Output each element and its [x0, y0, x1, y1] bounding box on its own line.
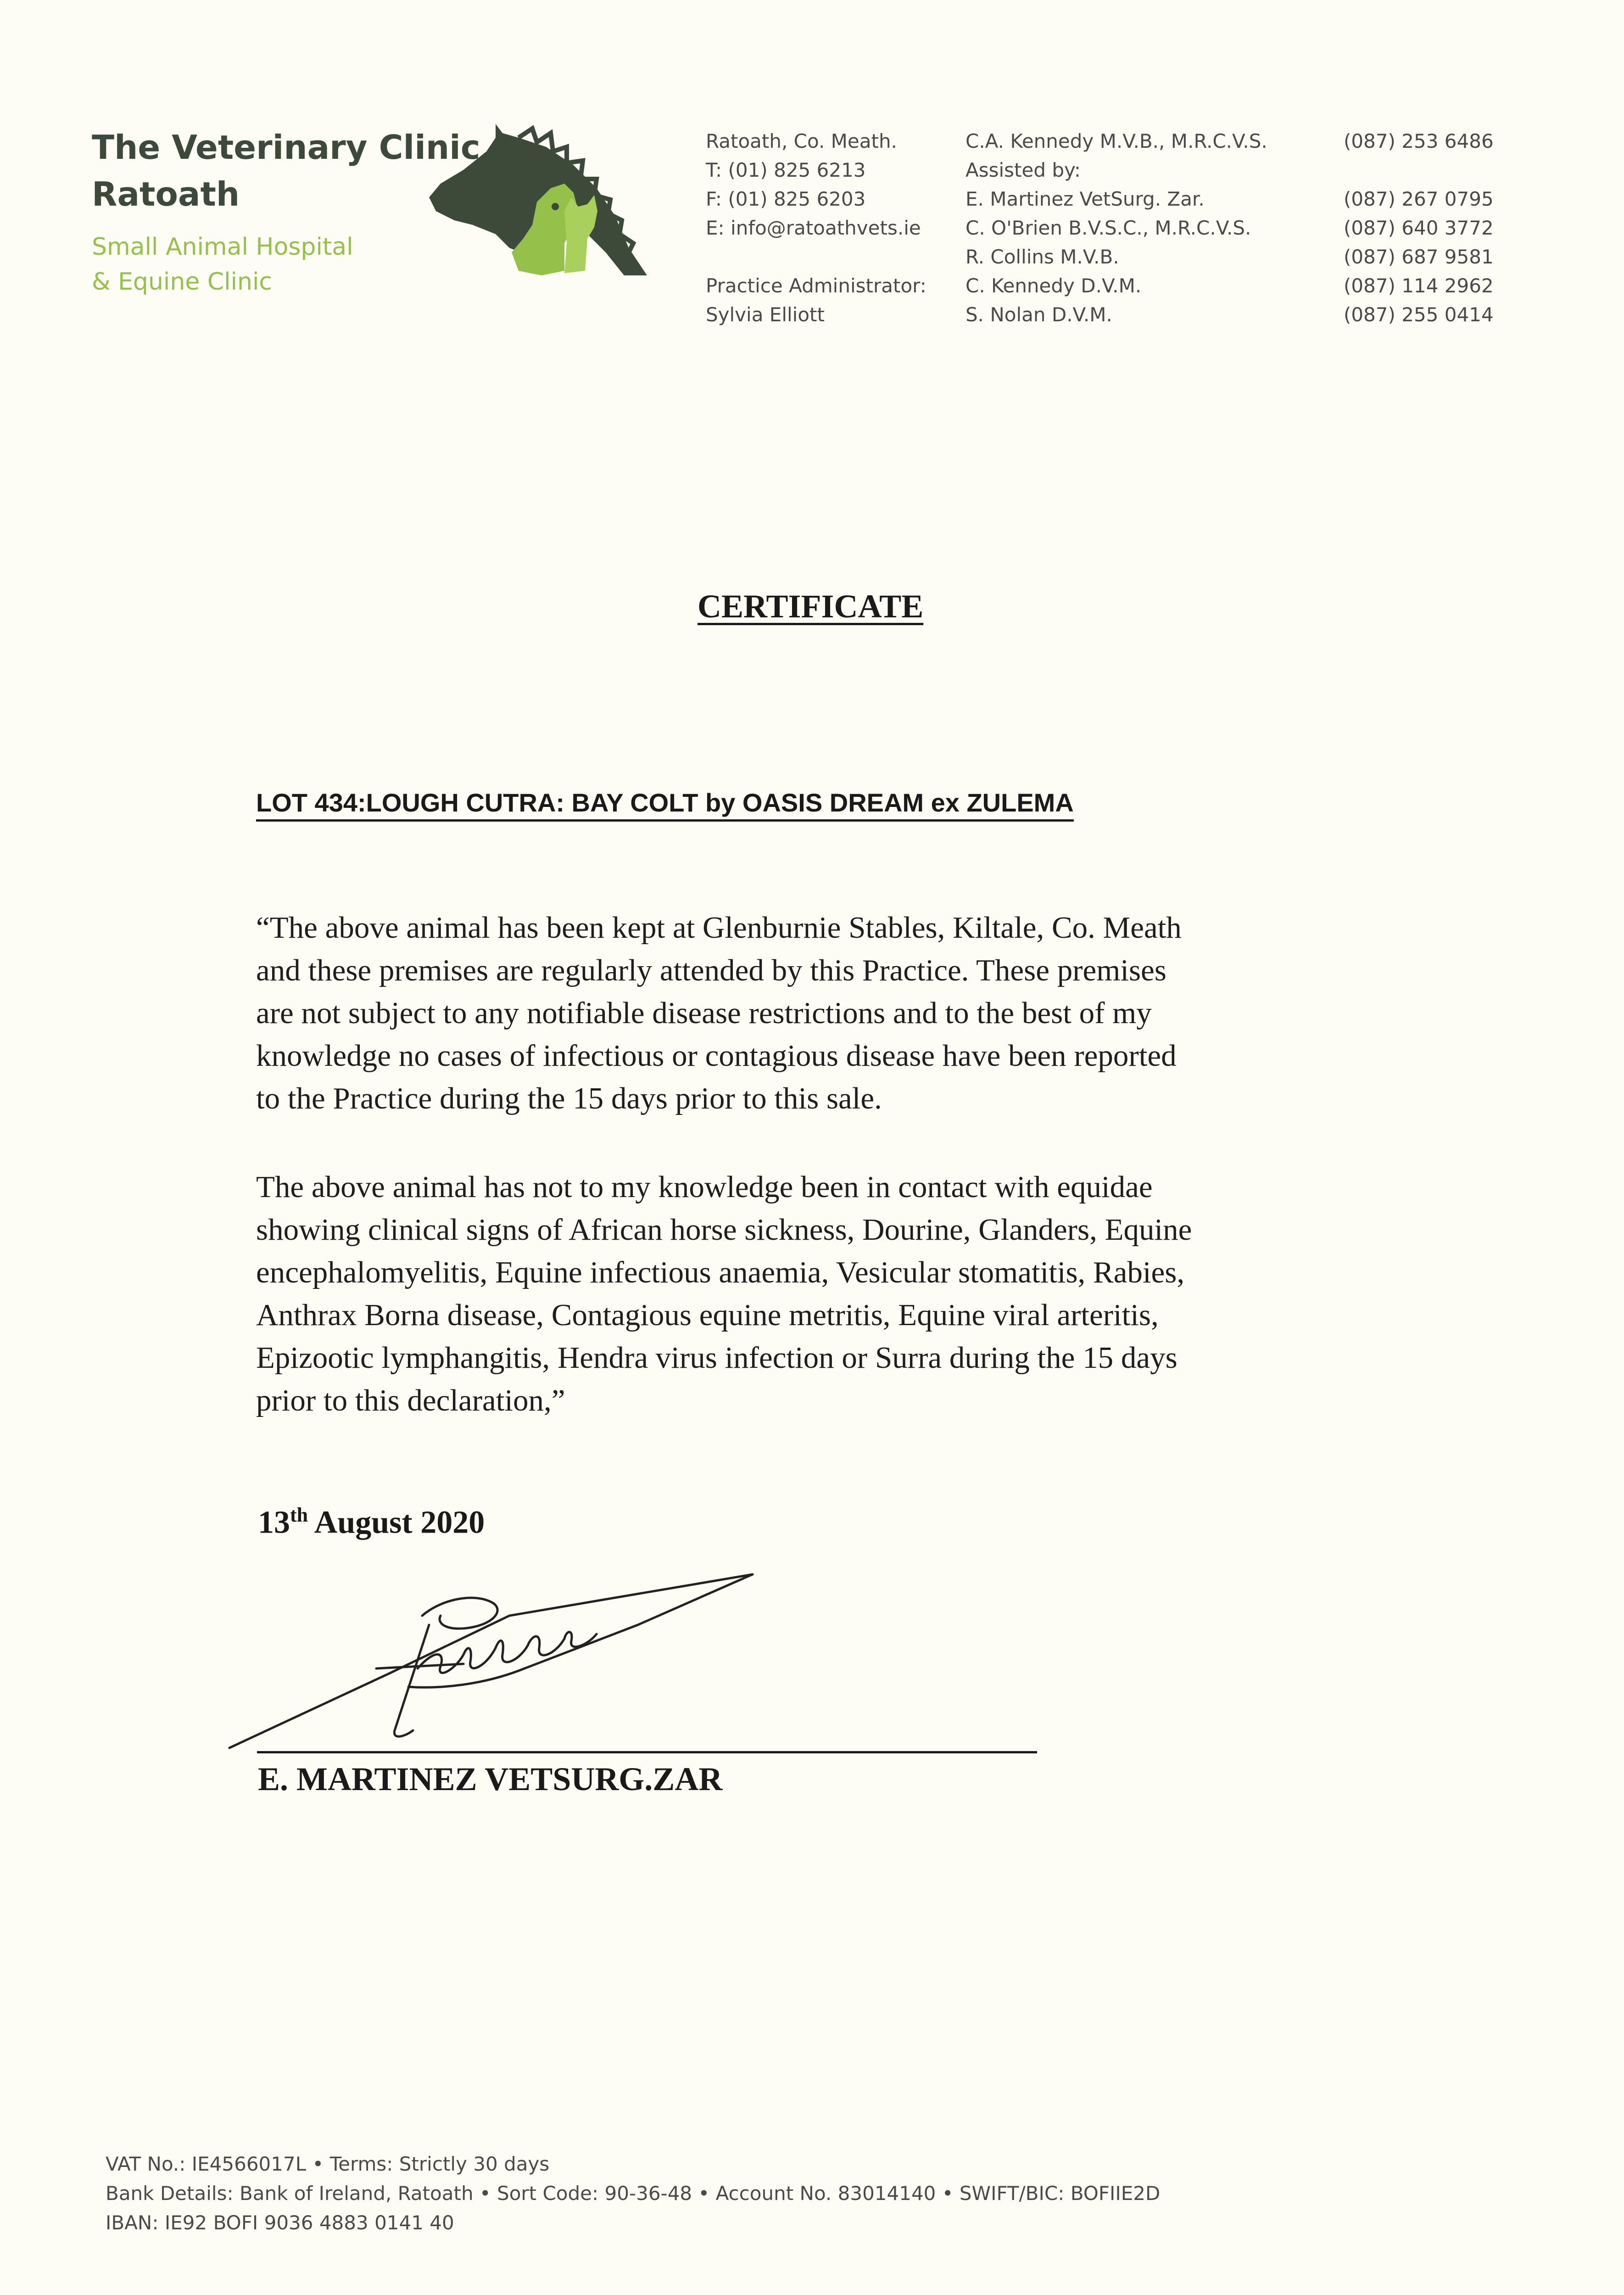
phone-item: (087) 253 6486	[1344, 130, 1494, 152]
clinic-subtitle-line2: & Equine Clinic	[92, 268, 273, 296]
phone-spacer	[1344, 156, 1494, 185]
signature-line	[257, 1751, 1037, 1753]
clinic-subtitle	[92, 230, 353, 299]
phone-item: (087) 114 2962	[1344, 274, 1494, 297]
vet-item: C. Kennedy D.V.M.	[965, 274, 1142, 297]
vet-principal: C.A. Kennedy M.V.B., M.R.C.V.S.	[965, 130, 1267, 152]
signer-name: E. MARTINEZ VETSURG.ZAR	[258, 1761, 723, 1797]
phone-item: (087) 255 0414	[1344, 303, 1494, 326]
vets-list	[965, 127, 1267, 329]
lot-heading: LOT 434:LOUGH CUTRA: BAY COLT by OASIS DREAM ex ZULEMA	[256, 788, 1074, 822]
phone-item: (087) 640 3772	[1344, 217, 1494, 239]
horse-dog-cat-logo	[427, 115, 656, 298]
vets-phones	[1344, 127, 1494, 329]
paragraph-line: Anthrax Borna disease, Contagious equine metritis, Equine viral arteritis,	[256, 1298, 1159, 1332]
paragraph-line: are not subject to any notifiable disease restrictions and to the best of my	[256, 996, 1152, 1030]
fax-line: F: (01) 825 6203	[706, 188, 866, 210]
date-month-year: August 2020	[308, 1505, 485, 1540]
clinic-subtitle-line1: Small Animal Hospital	[92, 233, 353, 261]
clinic-name-line1: The Veterinary Clinic	[92, 128, 480, 167]
phone-item: (087) 687 9581	[1344, 246, 1494, 268]
clinic-name-line2: Ratoath	[92, 175, 240, 213]
clinic-name	[92, 124, 480, 218]
footer-iban: IBAN: IE92 BOFI 9036 4883 0141 40	[106, 2211, 454, 2234]
paragraph-line: showing clinical signs of African horse sickness, Dourine, Glanders, Equine	[256, 1213, 1192, 1247]
footer-vat-terms: VAT No.: IE4566017L • Terms: Strictly 30 days	[106, 2153, 550, 2175]
statement-paragraph-2	[256, 1166, 1449, 1422]
certificate-date	[258, 1503, 485, 1541]
statement-paragraph-1	[256, 907, 1449, 1120]
paragraph-line: “The above animal has been kept at Glenburnie Stables, Kiltale, Co. Meath	[256, 911, 1182, 945]
footer-block	[106, 2149, 1160, 2238]
paragraph-line: and these premises are regularly attended by this Practice. These premises	[256, 953, 1166, 987]
paragraph-line: knowledge no cases of infectious or contagious disease have been reported	[256, 1039, 1177, 1073]
paragraph-line: encephalomyelitis, Equine infectious anaemia, Vesicular stomatitis, Rabies,	[256, 1255, 1185, 1289]
vet-item: E. Martinez VetSurg. Zar.	[965, 188, 1205, 210]
paragraph-line: prior to this declaration,”	[256, 1383, 565, 1417]
assisted-by-label: Assisted by:	[965, 159, 1081, 181]
date-day: 13	[258, 1505, 290, 1540]
paragraph-line: Epizootic lymphangitis, Hendra virus infection or Surra during the 15 days	[256, 1341, 1178, 1375]
phone-line: T: (01) 825 6213	[706, 159, 866, 181]
vet-item: S. Nolan D.V.M.	[965, 303, 1112, 326]
handwritten-signature	[225, 1556, 776, 1772]
clinic-address-block	[706, 127, 926, 329]
vet-item: C. O'Brien B.V.S.C., M.R.C.V.S.	[965, 217, 1251, 239]
administrator-label: Practice Administrator:	[706, 274, 926, 297]
email-line: E: info@ratoathvets.ie	[706, 217, 921, 239]
administrator-name: Sylvia Elliott	[706, 303, 825, 326]
certificate-title: CERTIFICATE	[698, 588, 924, 625]
date-suffix: th	[290, 1504, 308, 1526]
address-line: Ratoath, Co. Meath.	[706, 130, 897, 152]
paragraph-line: to the Practice during the 15 days prior to this sale.	[256, 1081, 882, 1115]
footer-bank-details: Bank Details: Bank of Ireland, Ratoath • Sort Code: 90-36-48 • Account No. 83014140 • SWIFT/BIC: BOFIIE2D	[106, 2182, 1161, 2205]
phone-item: (087) 267 0795	[1344, 188, 1494, 210]
spacer-line	[706, 242, 926, 271]
paragraph-line: The above animal has not to my knowledge been in contact with equidae	[256, 1170, 1153, 1204]
vet-item: R. Collins M.V.B.	[965, 246, 1119, 268]
